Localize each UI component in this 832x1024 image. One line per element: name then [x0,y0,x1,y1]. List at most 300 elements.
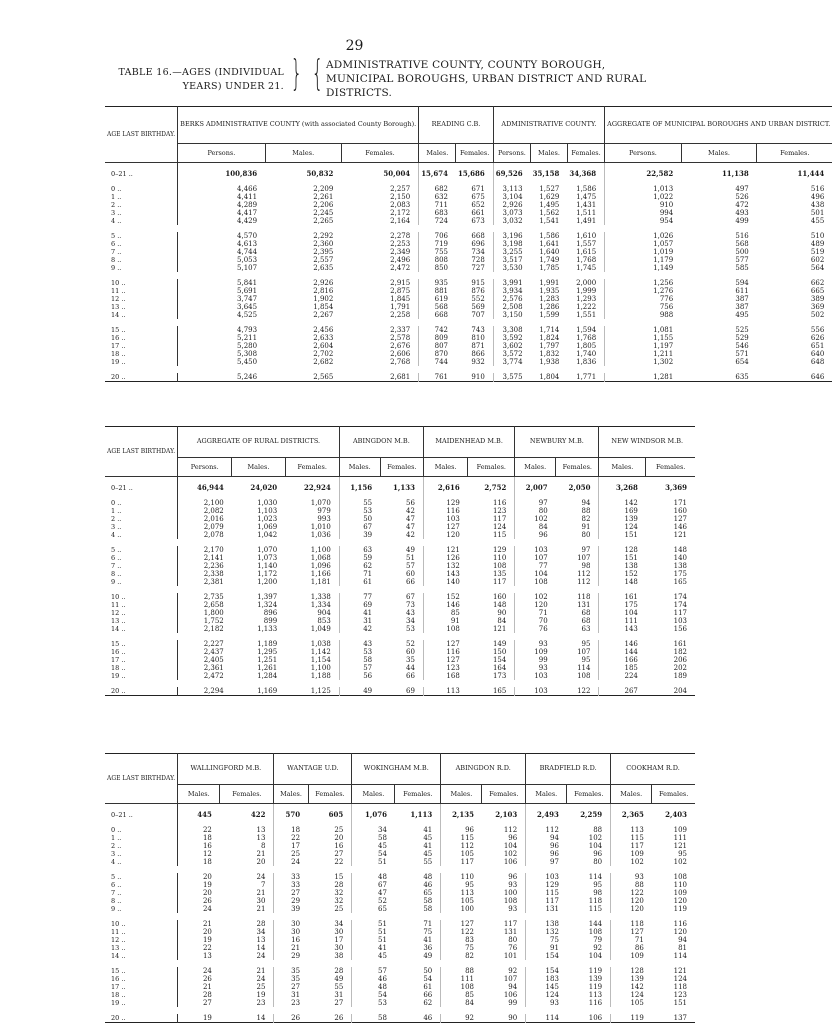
table-row [105,342,832,350]
table-row [105,881,695,889]
table-cell: 1,023 [257,515,278,523]
age-label: 14 .. [105,625,178,633]
table-cell: 683 [434,209,448,217]
table-cell: 662 [810,279,825,287]
table-row [105,279,832,287]
table-cell: 1,022 [653,193,674,201]
table-cell: 131 [482,928,526,936]
table-cell: 3,530 [502,264,523,272]
table-cell: 3,572 [502,350,523,358]
table-cell: 1,334 [285,601,339,609]
table-cell: 2,016 [203,515,224,523]
table-cell: 93 [549,999,559,1007]
table-cell: 103 [534,672,548,680]
table-cell: 76 [538,625,548,633]
table-cell: 50,004 [341,163,418,186]
table-cell: 1,491 [567,217,604,225]
table-cell: 137 [673,1014,687,1022]
table-cell: 1,714 [539,326,560,334]
table-cell: 58 [363,656,373,664]
table-cell: 123 [468,507,515,515]
table-cell: 107 [556,648,599,656]
table-cell: 24 [220,975,274,983]
table-cell: 112 [545,826,559,834]
table-cell: 108 [482,897,526,905]
table-cell: 95 [465,881,474,889]
table-cell: 1,181 [285,578,339,586]
table-cell: 107 [556,554,599,562]
table-cell: 1,999 [567,287,604,295]
table-cell: 28 [308,967,352,975]
table-cell: 866 [456,350,493,358]
group-header: NEWBURY M.B. [515,427,599,458]
table-cell: 1,615 [567,248,604,256]
table-cell: 1,133 [380,477,423,500]
table-cell: 113 [630,826,644,834]
table-cell: 1,057 [653,240,674,248]
table-cell: 1,431 [567,201,604,209]
table-cell: 68 [556,617,599,625]
table-cell: 88 [556,507,599,515]
table-cell: 118 [673,983,687,991]
table-cell: 98 [567,889,611,897]
table-cell: 53 [378,999,387,1007]
table-row [105,193,832,201]
table-cell: 2,141 [203,554,224,562]
table-cell: 810 [456,334,493,342]
table-cell: 2,472 [203,672,224,680]
table-cell: 1,740 [567,350,604,358]
table-cell: 18 [202,858,212,866]
table-cell: 151 [673,999,687,1007]
table-cell: 99 [482,999,526,1007]
table-cell: 120 [673,897,687,905]
table-row [105,531,695,539]
table-cell: 2,338 [203,570,224,578]
table-cell: 127 [446,640,460,648]
table-cell: 1,641 [539,240,560,248]
column-header: Females. [395,785,441,804]
table-cell: 1,222 [567,303,604,311]
table-cell: 124 [468,523,515,531]
age-label: 6 .. [105,240,178,248]
table-cell: 17 [308,936,352,944]
table-cell: 1,745 [567,264,604,272]
table-cell: 4,429 [237,217,258,225]
table-cell: 724 [434,217,448,225]
table-cell: 870 [434,350,448,358]
table-cell: 2,752 [468,477,515,500]
table-cell: 84 [538,523,548,531]
table-cell: 27 [291,983,301,991]
table-cell: 123 [673,991,687,999]
group-header: READING C.B. [419,107,494,144]
table-row [105,944,695,952]
table-cell: 21 [202,983,212,991]
table-cell: 387 [735,295,749,303]
table-cell: 115 [460,834,474,842]
table-cell: 3,592 [502,334,523,342]
table-cell: 68 [556,609,599,617]
table-cell: 1,785 [539,264,560,272]
table-cell: 3,073 [502,209,523,217]
table-cell: 1,629 [539,193,560,201]
table-cell: 156 [673,625,687,633]
table-cell: 206 [673,656,687,664]
column-header: Males. [265,144,341,163]
table-cell: 568 [735,240,749,248]
column-header: Females. [285,458,339,477]
table-cell: 1,854 [313,303,334,311]
table-cell: 5,211 [237,334,258,342]
group-header: ADMINISTRATIVE COUNTY. [493,107,604,144]
table-cell: 105 [460,897,474,905]
age-label: 17 .. [105,656,178,664]
table-cell: 1,251 [257,656,278,664]
table-cell: 54 [378,850,387,858]
table-cell: 4,417 [237,209,258,217]
table-cell: 109 [673,826,687,834]
table-cell: 24 [291,858,301,866]
table-row [105,897,695,905]
table-cell: 114 [556,664,599,672]
table-cell: 850 [434,264,448,272]
table-cell: 139 [630,975,644,983]
group-header: AGGREGATE OF RURAL DISTRICTS. [178,427,340,458]
age-label: 12 .. [105,295,178,303]
age-label: 18 .. [105,664,178,672]
table-cell: 1,586 [539,232,560,240]
table-cell: 92 [482,967,526,975]
table-cell: 1,276 [653,287,674,295]
table-cell: 5,841 [237,279,258,287]
table-cell: 1,189 [257,640,278,648]
table-cell: 43 [363,640,373,648]
table-cell: 39 [363,531,373,539]
age-label: 6 .. [105,881,178,889]
table-cell: 66 [395,991,441,999]
table-cell: 30 [220,897,274,905]
age-label: 19 .. [105,999,178,1007]
table-cell: 2,103 [482,804,526,827]
table-cell: 24,020 [250,483,278,492]
table-cell: 28 [202,991,212,999]
age-label: 20 .. [105,373,178,382]
table-cell: 127 [446,523,460,531]
table-cell: 673 [456,217,493,225]
table-cell: 182 [673,648,687,656]
table-cell: 43 [380,609,423,617]
table-cell: 1,397 [257,593,278,601]
age-label: 4 .. [105,217,178,225]
table-cell: 33 [291,881,301,889]
table-cell: 60 [380,648,423,656]
table-cell: 50 [395,967,441,975]
table-cell: 100,836 [225,169,258,178]
table-cell: 100 [460,905,474,913]
table-cell: 3,308 [502,326,523,334]
table-cell: 438 [810,201,825,209]
table-cell: 755 [434,248,448,256]
table-cell: 71 [395,920,441,928]
table-cell: 915 [456,279,493,287]
age-label: 0 .. [105,826,178,834]
column-header: Males. [441,785,482,804]
table-cell: 2,236 [203,562,224,570]
table-cell: 70 [538,617,548,625]
table-row [105,920,695,928]
table-cell: 120 [534,601,548,609]
table-cell: 66 [380,672,423,680]
table-cell: 114 [567,873,611,881]
age-label: 10 .. [105,593,178,601]
table-cell: 84 [465,999,474,1007]
table-row [105,834,695,842]
table-cell: 122 [630,889,644,897]
table-cell: 30 [308,944,352,952]
age-label: 9 .. [105,905,178,913]
table-cell: 94 [549,834,559,842]
table-cell: 2,337 [341,326,418,334]
column-header: Males. [515,458,556,477]
table-cell: 120 [673,928,687,936]
table-cell: 143 [624,625,638,633]
table-cell: 776 [659,295,674,303]
table-cell: 96 [482,873,526,881]
age-label: 0–21 .. [105,163,178,186]
table-cell: 85 [450,609,460,617]
table-cell: 122 [556,687,599,696]
group-header: WANTAGE U.D. [274,754,352,785]
table-cell: 79 [567,936,611,944]
table-cell: 1,293 [567,295,604,303]
table-cell: 49 [308,975,352,983]
table-cell: 3,198 [502,240,523,248]
age-label: 1 .. [105,507,178,515]
table-cell: 1,038 [285,640,339,648]
table-cell: 2,261 [313,193,334,201]
table-cell: 1,125 [285,687,339,696]
table-cell: 696 [456,240,493,248]
table-cell: 1,113 [395,804,441,827]
table-cell: 75 [465,944,474,952]
table-cell: 935 [434,279,448,287]
table-cell: 493 [735,209,749,217]
table-cell: 489 [810,240,825,248]
table-cell: 49 [363,687,373,695]
table-cell: 21 [202,920,212,928]
table-cell: 62 [395,999,441,1007]
table-cell: 80 [538,507,548,515]
table-cell: 124 [624,523,638,531]
table-cell: 93 [482,905,526,913]
table-cell: 148 [468,601,515,609]
table-cell: 734 [456,248,493,256]
table-cell: 3,032 [502,217,523,225]
table-cell: 3,747 [237,295,258,303]
table-cell: 53 [363,507,373,515]
table-cell: 665 [810,287,825,295]
table-cell: 34,368 [567,163,604,186]
table-cell: 1,804 [539,373,560,381]
table-cell: 23 [220,999,274,1007]
table-cell: 75 [549,936,559,944]
table-row [105,264,832,272]
table-cell: 2,258 [341,311,418,319]
table-cell: 2,172 [341,209,418,217]
table-cell: 2,576 [502,295,523,303]
table-cell: 92 [465,1014,474,1022]
column-header: Males. [178,785,220,804]
table-cell: 69 [363,601,373,609]
table-cell: 2,403 [665,810,687,819]
table-row [105,625,695,633]
table-cell: 1,103 [257,507,278,515]
age-label: 9 .. [105,578,178,586]
column-header: Females. [567,144,604,163]
table-row [105,562,695,570]
table-row [105,546,695,554]
table-cell: 5,107 [237,264,258,272]
table-cell: 1,142 [285,648,339,656]
table-cell: 116 [673,920,687,928]
table-cell: 142 [630,983,644,991]
table-cell: 150 [468,648,515,656]
table-row [105,687,695,696]
table-cell: 1,100 [285,546,339,554]
table-cell: 682 [434,185,448,193]
table-cell: 115 [567,905,611,913]
age-label: 5 .. [105,873,178,881]
table-cell: 118 [567,897,611,905]
table-cell: 166 [624,656,638,664]
table-row [105,499,695,507]
table-cell: 77 [538,562,548,570]
table-row [105,648,695,656]
table-cell: 23 [291,999,301,1007]
table-cell: 13 [202,952,212,960]
table-row [105,873,695,881]
table-cell: 132 [446,562,460,570]
table-cell: 526 [735,193,749,201]
total-row [105,477,695,500]
table-cell: 651 [810,342,825,350]
table-cell: 14 [220,1014,274,1023]
age-label: 19 .. [105,672,178,680]
age-label: 16 .. [105,975,178,983]
table-cell: 109 [630,952,644,960]
table-cell: 1,030 [257,499,278,507]
table-cell: 173 [468,672,515,680]
table-cell: 161 [673,640,687,648]
table-cell: 2,606 [341,350,418,358]
table-cell: 113 [460,889,474,897]
table-cell: 2,578 [341,334,418,342]
table-cell: 140 [446,578,460,586]
table-cell: 495 [735,311,749,319]
table-cell: 104 [624,609,638,617]
table-cell: 5,280 [237,342,258,350]
table-cell: 104 [534,570,548,578]
table-cell: 728 [456,256,493,264]
table-cell: 2,633 [313,334,334,342]
table-cell: 91 [549,944,559,952]
table-cell: 30 [291,928,301,936]
age-label: 0 .. [105,499,178,507]
table-cell: 31 [363,617,373,625]
table-cell: 1,991 [539,279,560,287]
table-cell: 1,495 [539,201,560,209]
table-cell: 44 [380,664,423,672]
table-cell: 3,369 [665,483,687,492]
table-cell: 1,594 [567,326,604,334]
table-cell: 1,068 [285,554,339,562]
table-cell: 34 [308,920,352,928]
table-cell: 27 [308,850,352,858]
table-cell: 2,456 [313,326,334,334]
table-cell: 38 [308,952,352,960]
table-cell: 161 [624,593,638,601]
table-cell: 19 [220,991,274,999]
table-cell: 910 [456,373,493,382]
table-cell: 1,166 [285,570,339,578]
table-cell: 1,338 [285,593,339,601]
table-cell: 529 [735,334,749,342]
table-cell: 18 [202,834,212,842]
table-row [105,209,832,217]
table-cell: 113 [567,991,611,999]
table-cell: 2,206 [313,201,334,209]
table-cell: 1,179 [653,256,674,264]
table-cell: 18 [291,826,301,834]
table-cell: 5,053 [237,256,258,264]
table-cell: 116 [446,648,460,656]
table-cell: 49 [395,952,441,960]
table-cell: 115 [545,889,559,897]
table-cell: 1,935 [539,287,560,295]
table-cell: 2,209 [313,185,334,193]
table-cell: 121 [446,546,460,554]
table-cell: 706 [434,232,448,240]
table-cell: 2,253 [341,240,418,248]
table-cell: 1,295 [257,648,278,656]
table-cell: 1,133 [257,625,278,633]
table-cell: 2,164 [341,217,418,225]
table-cell: 809 [434,334,448,342]
page-number: 29 [345,38,364,54]
column-header: Males. [611,785,652,804]
table-cell: 21 [220,905,274,913]
table-cell: 93 [482,881,526,889]
table-cell: 96 [567,850,611,858]
age-label: 3 .. [105,523,178,531]
table-cell: 91 [556,523,599,531]
table-cell: 11,444 [797,169,825,178]
table-cell: 67 [363,523,373,531]
table-cell: 2,227 [203,640,224,648]
table-cell: 46 [395,1014,441,1023]
age-label: 7 .. [105,562,178,570]
table-cell: 115 [468,531,515,539]
table-cell: 3,774 [502,358,523,366]
table-cell: 121 [468,625,515,633]
table-cell: 109 [673,889,687,897]
table-cell: 1,281 [653,373,674,381]
column-header: Females. [567,785,611,804]
table-cell: 5,308 [237,350,258,358]
table-cell: 99 [538,656,548,664]
table-cell: 168 [446,672,460,680]
